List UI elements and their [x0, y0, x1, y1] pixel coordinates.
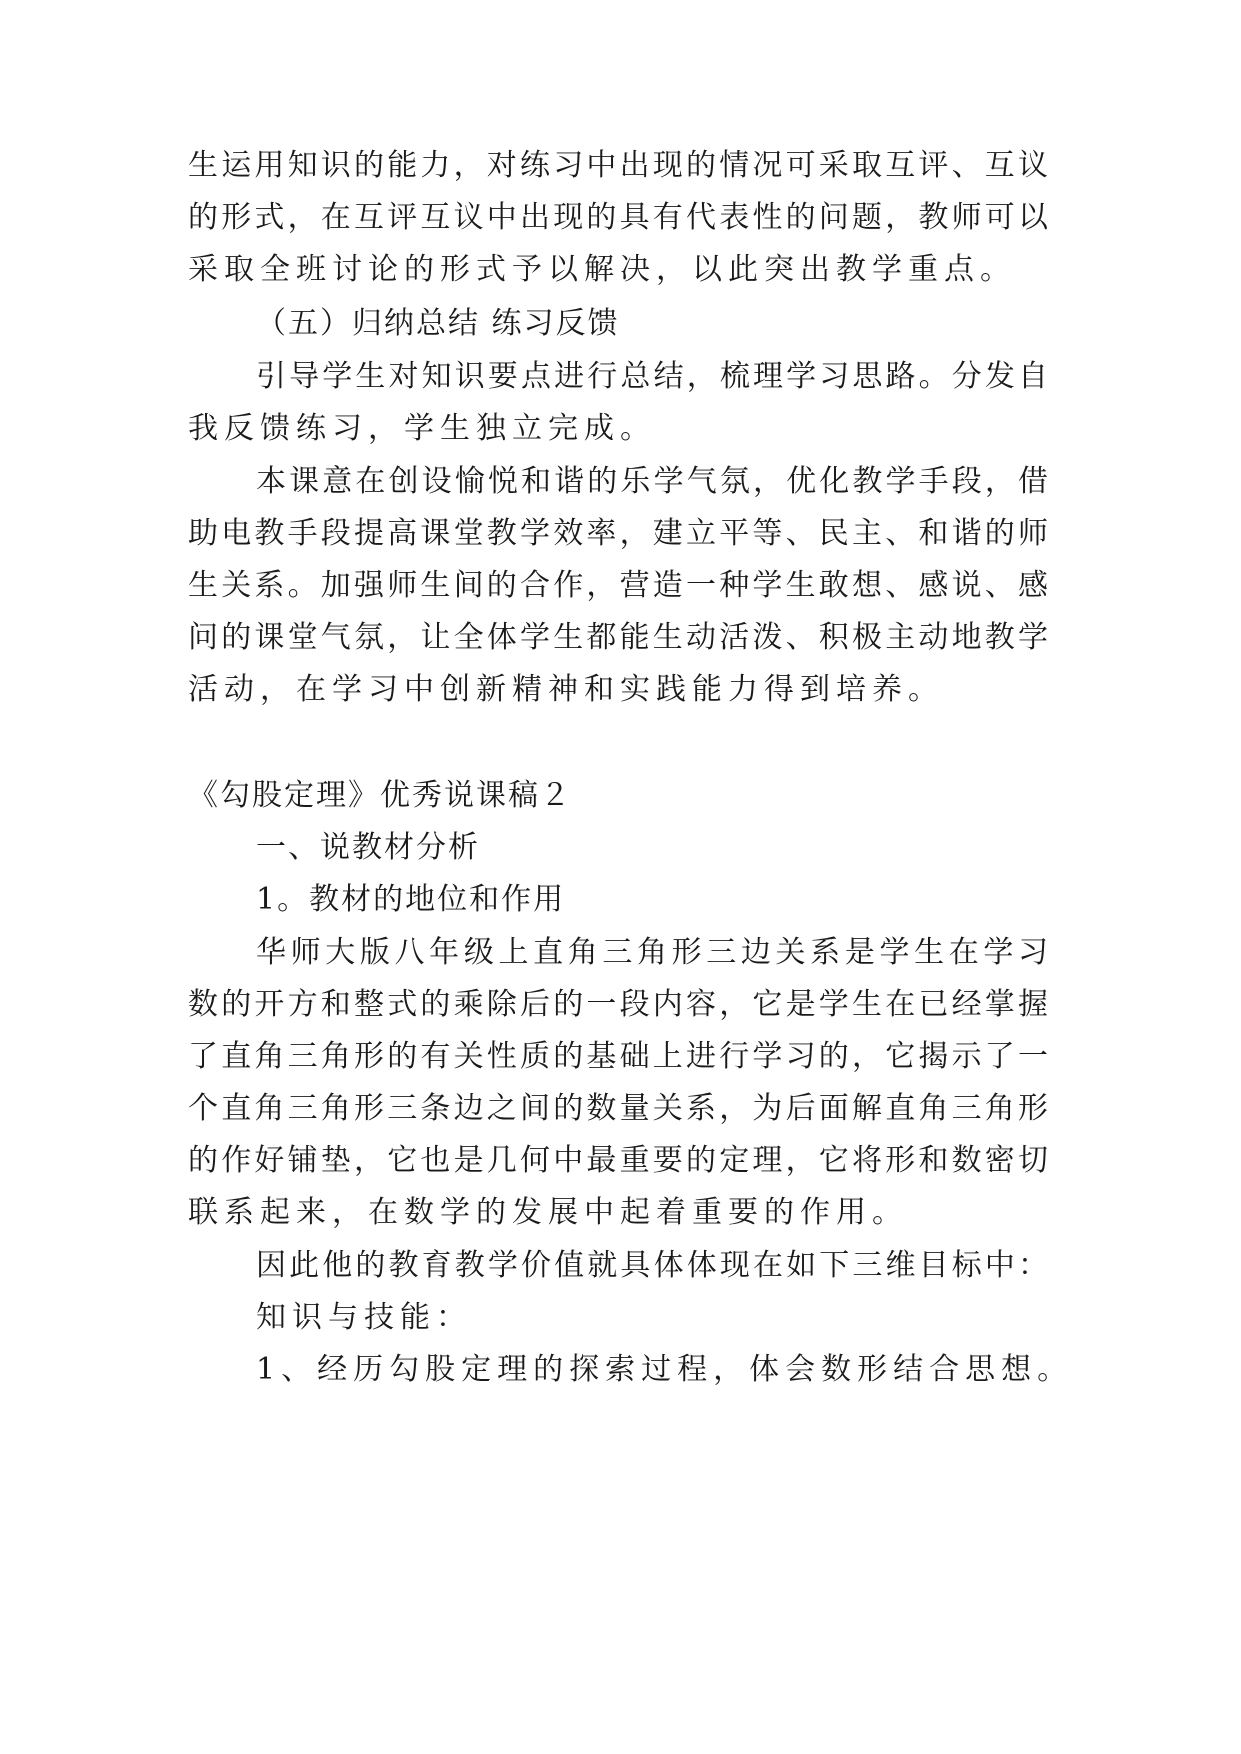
paragraph-line: 的作好铺垫，它也是几何中最重要的定理，它将形和数密切 — [188, 1143, 1048, 1178]
paragraph-line: 因此他的教育教学价值就具体体现在如下三维目标中： — [256, 1248, 1048, 1283]
subsection-heading: 1。教材的地位和作用 — [256, 882, 566, 917]
paragraph-line: 华师大版八年级上直角三角形三边关系是学生在学习 — [256, 935, 1048, 970]
paragraph-line: 生关系。加强师生间的合作，营造一种学生敢想、感说、感 — [188, 568, 1048, 603]
paragraph-line: 生运用知识的能力，对练习中出现的情况可采取互评、互议 — [188, 148, 1048, 183]
paragraph-line: 问的课堂气氛，让全体学生都能生动活泼、积极主动地教学 — [188, 620, 1048, 655]
paragraph-line: 的形式，在互评互议中出现的具有代表性的问题，教师可以 — [188, 200, 1048, 235]
paragraph-line: 个直角三角形三条边之间的数量关系，为后面解直角三角形 — [188, 1091, 1048, 1126]
paragraph-line: 助电教手段提高课堂教学效率，建立平等、民主、和谐的师 — [188, 516, 1048, 551]
paragraph-line: 活动，在学习中创新精神和实践能力得到培养。 — [188, 672, 944, 707]
section-heading: （五）归纳总结 练习反馈 — [256, 306, 620, 341]
paragraph-line: 了直角三角形的有关性质的基础上进行学习的，它揭示了一 — [188, 1039, 1048, 1074]
paragraph-line: 数的开方和整式的乘除后的一段内容，它是学生在已经掌握 — [188, 987, 1048, 1022]
paragraph-line: 引导学生对知识要点进行总结，梳理学习思路。分发自 — [256, 359, 1048, 394]
document-title: 《勾股定理》优秀说课稿２ — [188, 778, 572, 813]
paragraph-line: 联系起来，在数学的发展中起着重要的作用。 — [188, 1195, 908, 1230]
paragraph-line: 我反馈练习，学生独立完成。 — [188, 411, 656, 446]
paragraph-line: 本课意在创设愉悦和谐的乐学气氛，优化教学手段，借 — [256, 464, 1048, 499]
paragraph-line: 1、经历勾股定理的探索过程，体会数形结合思想。 — [256, 1352, 1074, 1387]
paragraph-line: 采取全班讨论的形式予以解决，以此突出教学重点。 — [188, 252, 1016, 287]
section-heading: 一、说教材分析 — [256, 830, 480, 865]
paragraph-line: 知识与技能： — [256, 1300, 472, 1335]
